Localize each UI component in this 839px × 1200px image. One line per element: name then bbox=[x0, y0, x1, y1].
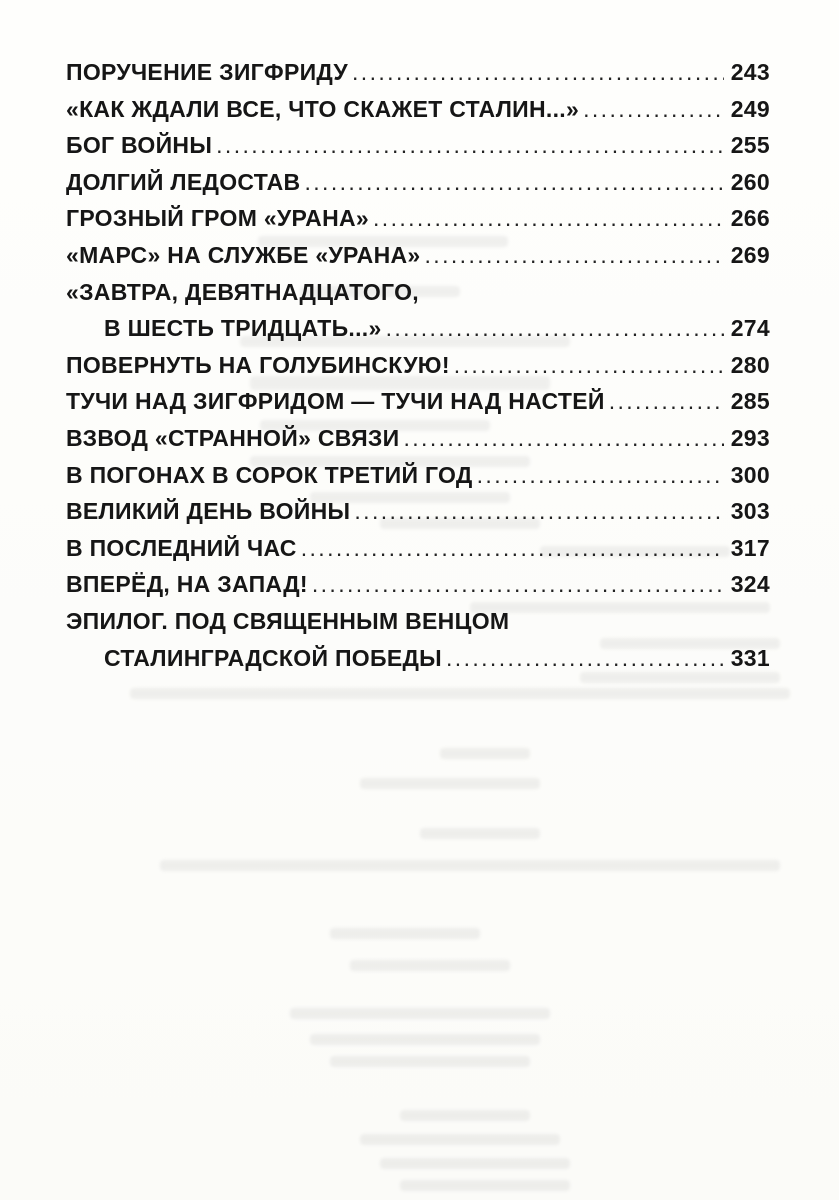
toc-entry bbox=[66, 200, 770, 237]
toc-dot-leader bbox=[477, 457, 724, 494]
toc-page-number: 303 bbox=[730, 498, 770, 525]
toc-entry bbox=[66, 493, 770, 530]
toc-page-number: 274 bbox=[730, 315, 770, 342]
toc-entry-title: ДОЛГИЙ ЛЕДОСТАВ bbox=[66, 168, 301, 195]
toc-page-number: 249 bbox=[730, 95, 770, 122]
toc-entry-title: БОГ ВОЙНЫ bbox=[66, 132, 213, 159]
toc-entry bbox=[66, 530, 770, 567]
toc-entry-title: ЭПИЛОГ. ПОД СВЯЩЕННЫМ ВЕНЦОМ bbox=[66, 607, 510, 634]
toc-dot-leader bbox=[583, 91, 724, 128]
toc-entry-title: «МАРС» НА СЛУЖБЕ «УРАНА» bbox=[66, 241, 421, 268]
toc-entry bbox=[66, 91, 770, 128]
toc-page-number: 317 bbox=[730, 534, 770, 561]
toc-entry-title: ПОВЕРНУТЬ НА ГОЛУБИНСКУЮ! bbox=[66, 351, 450, 378]
toc-dot-leader bbox=[312, 566, 724, 603]
toc-entry-title: ВЕЛИКИЙ ДЕНЬ ВОЙНЫ bbox=[66, 498, 351, 525]
toc-dot-leader bbox=[301, 530, 724, 567]
toc-page-number: 243 bbox=[730, 59, 770, 85]
toc-entry bbox=[66, 237, 770, 274]
toc-page-number: 260 bbox=[730, 168, 770, 195]
toc-dot-leader bbox=[446, 640, 724, 677]
toc-entry bbox=[66, 127, 770, 164]
toc-dot-leader bbox=[354, 493, 724, 530]
toc-dot-leader bbox=[216, 127, 724, 164]
toc-entry-title-continued: СТАЛИНГРАДСКОЙ ПОБЕДЫ bbox=[104, 644, 442, 671]
toc-page-number: 269 bbox=[730, 241, 770, 268]
table-of-contents bbox=[66, 54, 770, 676]
toc-dot-leader bbox=[403, 420, 724, 457]
toc-dot-leader bbox=[425, 237, 724, 274]
toc-entry bbox=[66, 603, 770, 676]
toc-dot-leader bbox=[386, 310, 724, 347]
toc-page-number: 300 bbox=[730, 461, 770, 488]
toc-page-number: 266 bbox=[730, 205, 770, 232]
toc-page-number: 293 bbox=[730, 424, 770, 451]
toc-entry-title: «КАК ЖДАЛИ ВСЕ, ЧТО СКАЖЕТ СТАЛИН...» bbox=[66, 95, 580, 122]
toc-entry bbox=[66, 566, 770, 603]
toc-entry-title: В ПОСЛЕДНИЙ ЧАС bbox=[66, 534, 297, 561]
toc-entry bbox=[66, 54, 770, 91]
toc-dot-leader bbox=[454, 347, 724, 384]
toc-entry-title-continued: В ШЕСТЬ ТРИДЦАТЬ...» bbox=[104, 315, 382, 342]
toc-entry bbox=[66, 457, 770, 494]
toc-entry-title: ТУЧИ НАД ЗИГФРИДОМ — ТУЧИ НАД НАСТЕЙ bbox=[66, 388, 605, 415]
toc-entry-title: «ЗАВТРА, ДЕВЯТНАДЦАТОГО, bbox=[66, 278, 419, 305]
toc-entry bbox=[66, 274, 770, 347]
toc-page-number: 255 bbox=[730, 132, 770, 159]
toc-entry bbox=[66, 347, 770, 384]
toc-dot-leader bbox=[304, 164, 724, 201]
toc-page-number: 331 bbox=[730, 644, 770, 671]
toc-entry bbox=[66, 164, 770, 201]
toc-entry-title: ВПЕРЁД, НА ЗАПАД! bbox=[66, 571, 308, 598]
toc-entry-title: В ПОГОНАХ В СОРОК ТРЕТИЙ ГОД bbox=[66, 461, 473, 488]
toc-page-number: 285 bbox=[730, 388, 770, 415]
toc-dot-leader bbox=[352, 54, 724, 91]
toc-dot-leader bbox=[609, 383, 724, 420]
toc-dot-leader bbox=[373, 200, 724, 237]
toc-entry bbox=[66, 420, 770, 457]
toc-entry-title: ГРОЗНЫЙ ГРОМ «УРАНА» bbox=[66, 205, 369, 232]
toc-page-number: 280 bbox=[730, 351, 770, 378]
toc-entry-title: ПОРУЧЕНИЕ ЗИГФРИДУ bbox=[66, 59, 348, 85]
toc-page-number: 324 bbox=[730, 571, 770, 598]
toc-entry-title: ВЗВОД «СТРАННОЙ» СВЯЗИ bbox=[66, 424, 400, 451]
toc-entry bbox=[66, 383, 770, 420]
